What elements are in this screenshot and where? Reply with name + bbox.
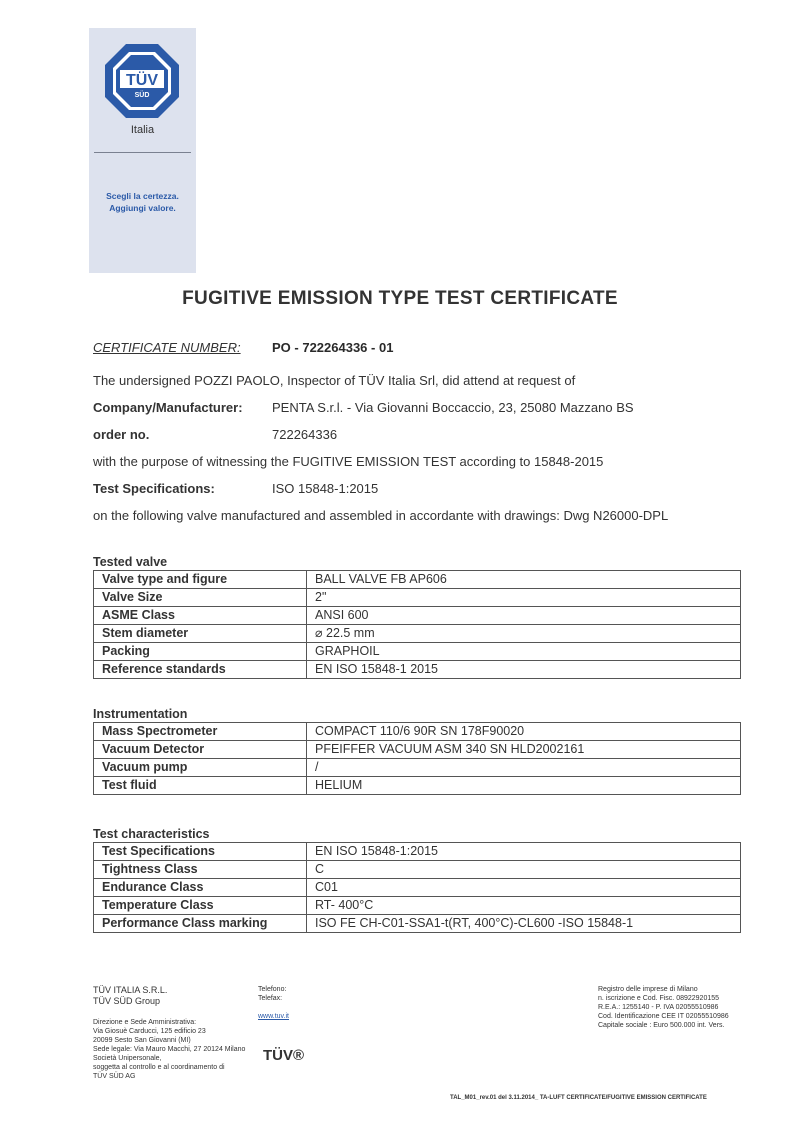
- row-key: Vacuum pump: [94, 759, 307, 777]
- row-value: C: [307, 861, 741, 879]
- footer-address-line: soggetta al controllo e al coordinamento di: [93, 1064, 225, 1071]
- instrumentation-table: [93, 722, 741, 795]
- instrumentation-title: Instrumentation: [93, 707, 188, 721]
- logo-text: TÜV: [126, 72, 158, 89]
- footer-company-group: TÜV SÜD Group: [93, 996, 161, 1006]
- row-value: ISO FE CH-C01-SSA1-t(RT, 400°C)-CL600 -ISO 15848-1: [307, 915, 741, 933]
- logo-sub-text: SÜD: [134, 92, 150, 99]
- row-value: EN ISO 15848-1 2015: [307, 661, 741, 679]
- certificate-number-value: PO - 722264336 - 01: [272, 340, 394, 355]
- row-value: GRAPHOIL: [307, 643, 741, 661]
- slogan-line-2: Aggiungi valore.: [109, 203, 176, 213]
- table-row: [94, 843, 741, 861]
- row-value: ⌀ 22.5 mm: [307, 625, 741, 643]
- document-ref-code: TAL_M01_rev.01 del 3.11.2014_ TA-LUFT CERTIFICATE/FUGITIVE EMISSION CERTIFICATE: [450, 1095, 707, 1101]
- row-key: Test Specifications: [94, 843, 307, 861]
- footer-address-line: Sede legale: Via Mauro Macchi, 27 20124 Milano: [93, 1046, 246, 1053]
- footer-address-line: Direzione e Sede Amministrativa:: [93, 1019, 197, 1026]
- row-key: Valve type and figure: [94, 571, 307, 589]
- table-row: [94, 897, 741, 915]
- tested-valve-title: Tested valve: [93, 555, 168, 569]
- test-characteristics-title: Test characteristics: [93, 827, 210, 841]
- registry-line: Capitale sociale : Euro 500.000 int. Vers.: [598, 1022, 725, 1029]
- purpose-text: with the purpose of witnessing the FUGITIVE EMISSION TEST according to 15848-2015: [93, 454, 604, 469]
- document-title: FUGITIVE EMISSION TYPE TEST CERTIFICATE: [182, 288, 618, 309]
- table-row: [94, 861, 741, 879]
- row-key: Packing: [94, 643, 307, 661]
- test-spec-value: ISO 15848-1:2015: [272, 481, 379, 496]
- registry-line: Cod. Identificazione CEE IT 02055510986: [598, 1013, 729, 1020]
- row-value: BALL VALVE FB AP606: [307, 571, 741, 589]
- brand-slogan: [89, 190, 196, 214]
- footer-address-line: 20099 Sesto San Giovanni (MI): [93, 1037, 191, 1044]
- row-value: EN ISO 15848-1:2015: [307, 843, 741, 861]
- footer-company-name: TÜV ITALIA S.R.L.: [93, 985, 168, 995]
- table-row: [94, 777, 741, 795]
- footer-address-line: TÜV SÜD AG: [93, 1073, 136, 1080]
- row-value: HELIUM: [307, 777, 741, 795]
- tested-valve-table: [93, 570, 741, 679]
- company-label: Company/Manufacturer:: [93, 400, 243, 415]
- footer-address: [93, 1018, 245, 1081]
- footer-telefono: Telefono:: [258, 986, 287, 993]
- row-key: Endurance Class: [94, 879, 307, 897]
- footer-contact: [258, 985, 286, 1003]
- table-row: [94, 589, 741, 607]
- row-key: Valve Size: [94, 589, 307, 607]
- test-spec-label: Test Specifications:: [93, 481, 215, 496]
- row-key: Mass Spectrometer: [94, 723, 307, 741]
- brand-band: [89, 28, 196, 273]
- table-row: [94, 915, 741, 933]
- brand-country: Italia: [130, 124, 155, 136]
- table-row: [94, 625, 741, 643]
- footer-registry: [598, 985, 729, 1030]
- table-row: [94, 607, 741, 625]
- row-key: Tightness Class: [94, 861, 307, 879]
- row-key: Stem diameter: [94, 625, 307, 643]
- table-row: [94, 759, 741, 777]
- table-row: [94, 643, 741, 661]
- certificate-number-label: CERTIFICATE NUMBER:: [93, 340, 241, 355]
- table-row: [94, 723, 741, 741]
- row-key: Vacuum Detector: [94, 741, 307, 759]
- intro-text: The undersigned POZZI PAOLO, Inspector of TÜV Italia Srl, did attend at request of: [93, 373, 576, 388]
- row-value: 2": [307, 589, 741, 607]
- tuv-mark: TÜV®: [263, 1047, 305, 1064]
- footer-address-line: Via Giosuè Carducci, 125 edificio 23: [93, 1028, 206, 1035]
- footer-website-wrap: [258, 1012, 289, 1021]
- row-key: Reference standards: [94, 661, 307, 679]
- footer-telefax: Telefax:: [258, 995, 283, 1002]
- row-value: RT- 400°C: [307, 897, 741, 915]
- company-value: PENTA S.r.l. - Via Giovanni Boccaccio, 23, 25080 Mazzano BS: [272, 400, 634, 415]
- slogan-line-1: Scegli la certezza.: [106, 191, 179, 201]
- table-row: [94, 879, 741, 897]
- test-characteristics-table: [93, 842, 741, 933]
- row-value: /: [307, 759, 741, 777]
- certificate-number-row: [93, 340, 241, 355]
- registry-line: R.E.A.: 1255140 - P. IVA 02055510986: [598, 1004, 719, 1011]
- registry-line: n. iscrizione e Cod. Fisc. 08922920155: [598, 995, 720, 1002]
- table-row: [94, 741, 741, 759]
- row-value: PFEIFFER VACUUM ASM 340 SN HLD2002161: [307, 741, 741, 759]
- table-row: [94, 661, 741, 679]
- registry-line: Registro delle imprese di Milano: [598, 986, 698, 993]
- row-key: Temperature Class: [94, 897, 307, 915]
- row-key: Performance Class marking: [94, 915, 307, 933]
- footer-address-line: Società Unipersonale,: [93, 1055, 162, 1062]
- tuv-logo: [103, 42, 181, 120]
- row-key: Test fluid: [94, 777, 307, 795]
- order-value: 722264336: [272, 427, 338, 442]
- row-key: ASME Class: [94, 607, 307, 625]
- row-value: C01: [307, 879, 741, 897]
- table-row: [94, 571, 741, 589]
- website-link[interactable]: www.tuv.it: [258, 1013, 289, 1020]
- order-label: order no.: [93, 427, 150, 442]
- footer-company: [93, 985, 167, 1007]
- row-value: COMPACT 110/6 90R SN 178F90020: [307, 723, 741, 741]
- brand-divider: [94, 152, 191, 153]
- following-text: on the following valve manufactured and assembled in accordante with drawings: Dwg N26000-DPL: [93, 508, 669, 523]
- row-value: ANSI 600: [307, 607, 741, 625]
